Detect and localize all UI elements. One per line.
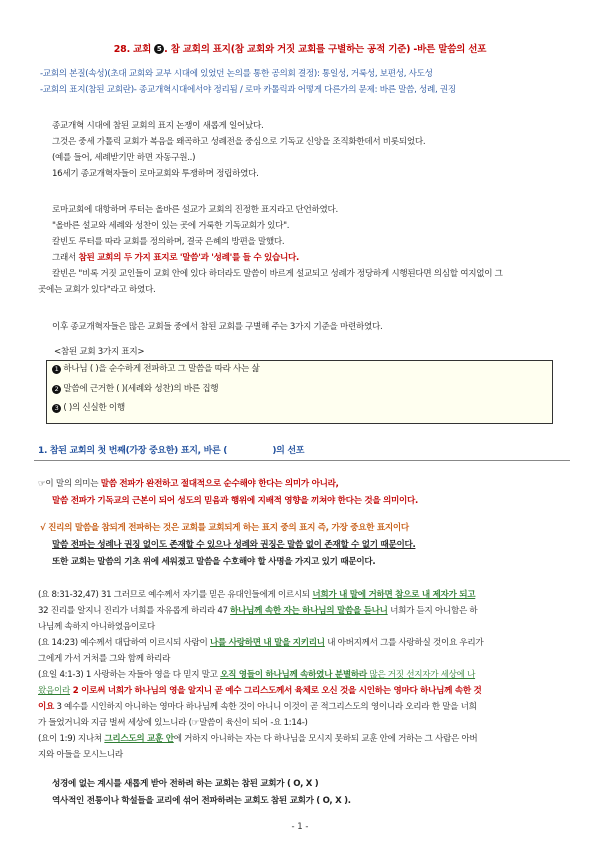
verse-2john-text-2: 에 거하지 아니하는 자는 다 하나님을 모시지 못하되 교훈 안에 거하는 그 사람은 아버 [173, 734, 478, 744]
para1-line-3: (예를 들어, 세례받기만 하면 자동구원..) [52, 153, 196, 163]
question-1: 성경에 없는 계시를 새롭게 받아 전하려 하는 교회는 참된 교회가 ( O, X ) [52, 779, 319, 789]
s1-line-4: 말씀 전파는 성례나 권징 없이도 존재할 수 있으나 성례와 권징은 말씀 없이 존재할 수 없기 때문이다. [52, 540, 416, 550]
verse-2john-text-1: (요이 1:9) 지나쳐 [38, 734, 105, 744]
verse-1john4-line-2 [38, 686, 482, 697]
verse-1john4-line-4: 가 들었거니와 지금 벌써 세상에 있느니라 (☞말씀이 육신이 되어 -요 1:14-) [38, 718, 308, 728]
page-title [0, 41, 600, 55]
verse-1john4-highlight-2: 2 이로써 너희가 하나님의 영을 알지니 곧 예수 그리스도께서 육체로 오신 것을 시인하는 영마다 하나님께 속한 것 [70, 686, 482, 696]
verse-john14-line-2: 그에게 가서 거처를 그와 함께 하리라 [38, 654, 171, 664]
intro-line-2: -교회의 표지(참된 교회란)- 종교개혁시대에서야 정리됨 / 로마 카톨릭과 어떻게 다른가의 문제: 바른 말씀, 성례, 권징 [40, 85, 456, 95]
verse-john8-highlight-2: 하나님께 속한 자는 하나님의 말씀을 듣나니 [230, 606, 388, 616]
verse-john14-highlight: 나를 사랑하면 내 말을 지키리니 [210, 638, 325, 648]
box-item-2 [52, 384, 218, 395]
question-2: 역사적인 전통이나 학설들을 교리에 섞어 전파하려는 교회도 참된 교회가 ( O, X ). [52, 796, 351, 806]
box-header: <참된 교회 3가지 표지> [54, 347, 145, 357]
verse-1john4-line-3 [38, 702, 477, 713]
verse-2john-line-1 [38, 734, 477, 745]
para2-highlight: 참된 교회의 두 가지 표지로 '말씀'과 '성례'를 들 수 있습니다. [78, 253, 299, 263]
box-item-3 [52, 403, 125, 414]
para2-line-3: 칼빈도 루터를 따라 교회를 정의하며, 결국 은혜의 방편을 말했다. [52, 237, 285, 247]
para2-line-4-lead: 그래서 [52, 253, 79, 263]
box-item-3-number: 3 [52, 404, 61, 413]
verse-john8-line-1 [38, 590, 475, 601]
box-item-1-number: 1 [52, 365, 61, 374]
title-text: . 참 교회의 표지(참 교회와 거짓 교회를 구별하는 공적 기준) -바른 말씀의 선포 [164, 44, 487, 55]
verse-john8-text-2: 32 진리를 알지니 진리가 너희를 자유롭게 하리라 47 [38, 606, 231, 616]
section-heading [38, 446, 304, 457]
verse-1john4-line-1 [38, 670, 475, 681]
verse-john14-line-1 [38, 638, 483, 649]
intro-line-1: -교회의 본질(속성)(초대 교회와 교부 시대에 있었던 논의를 통한 공의회 결정): 통일성, 거룩성, 보편성, 사도성 [40, 69, 433, 79]
para2-line-1: 로마교회에 대항하며 루터는 올바른 설교가 교회의 진정한 표지라고 단언하였다. [52, 205, 338, 215]
para3-line: 이후 종교개혁자들은 많은 교회들 중에서 참된 교회를 구별해 주는 3가지 기준을 마련하였다. [52, 322, 383, 332]
box-item-2-text: 말씀에 근거한 ( )(세례와 성찬)의 바른 집행 [61, 384, 219, 394]
verse-1john4-highlight-3: 이요 [38, 702, 55, 712]
s1-line-1-emphasis: 말씀 전파가 완전하고 절대적으로 순수해야 한다는 의미가 아니라, [100, 479, 339, 489]
para2-line-4 [52, 253, 299, 264]
verse-john14-text-2: 내 아버지께서 그를 사랑하실 것이요 우리가 [324, 638, 484, 648]
section-heading-blank [227, 446, 272, 456]
verse-john14-text-1: (요 14:23) 예수께서 대답하여 이르시되 사람이 [38, 638, 210, 648]
verse-1john4-text-2: 많은 거짓 선지자가 세상에 나 [366, 670, 476, 680]
title-number-badge: 5 [154, 44, 164, 54]
box-item-1-text: 하나님 ( )을 순수하게 전파하고 그 말씀을 따라 사는 삶 [61, 364, 260, 374]
s1-line-1-lead: ☞이 말의 의미는 [38, 479, 101, 489]
para1-line-1: 종교개혁 시대에 참된 교회의 표지 논쟁이 새롭게 일어났다. [52, 121, 264, 131]
para2-line-5: 칼빈은 "비록 거짓 교인들이 교회 안에 있다 하더라도 말씀이 바르게 설교되고 성례가 정당하게 시행된다면 의심할 여지없이 그 [52, 269, 503, 279]
s1-check-line: √ 진리의 말씀을 참되게 전파하는 것은 교회를 교회되게 하는 표지 중의 표지 즉, 가장 중요한 표지이다 [40, 523, 409, 533]
section-heading-part-2: )의 선포 [272, 446, 305, 456]
s1-line-2: 말씀 전파가 기독교의 근본이 되어 성도의 믿음과 행위에 지배적 영향을 끼쳐야 한다는 것을 의미이다. [52, 496, 419, 506]
box-item-3-text: ( )의 신실한 이행 [61, 403, 125, 413]
para1-line-4: 16세기 종교개혁자들이 로마교회와 투쟁하며 정립하였다. [52, 169, 259, 179]
verse-john8-line-3: 나님께 속하지 아니하였음이로다 [38, 622, 155, 632]
page-number: - 1 - [291, 822, 309, 832]
verse-1john4-text-4: 3 예수를 시인하지 아니하는 영마다 하나님께 속한 것이 아니니 이것이 곧 적그리스도의 영이니라 오리라 한 말을 너희 [54, 702, 477, 712]
s1-line-1 [38, 479, 339, 490]
box-item-2-number: 2 [52, 385, 61, 394]
verse-1john4-text-1: (요일 4:1-3) 1 사랑하는 자들아 영을 다 믿지 말고 [38, 670, 221, 680]
verse-2john-line-2: 지와 아들을 모시느니라 [38, 750, 123, 760]
section-heading-part-1: 1. 참된 교회의 첫 번째(가장 중요한) 표지, 바른 ( [38, 446, 228, 456]
verse-john8-line-2 [38, 606, 477, 617]
para1-line-2: 그것은 중세 가톨릭 교회가 복음을 왜곡하고 성례전을 중심으로 기독교 신앙을 조직화한데서 비롯되었다. [52, 137, 426, 147]
verse-john8-text-1: (요 8:31-32,47) 31 그러므로 예수께서 자기를 믿은 유대인들에게 이르시되 [38, 590, 313, 600]
s1-line-5: 또한 교회는 말씀의 기초 위에 세워졌고 말씀을 수호해야 할 사명을 가지고 있기 때문이다. [52, 557, 376, 567]
title-prefix: 28. 교회 [113, 44, 155, 55]
box-item-1 [52, 364, 259, 375]
verse-1john4-text-3: 왔음이라 [38, 686, 71, 696]
verse-2john-highlight: 그리스도의 교훈 안 [104, 734, 174, 744]
para2-line-6: 곳에는 교회가 있다"라고 하였다. [38, 285, 156, 295]
verse-john8-highlight-1: 너희가 내 말에 거하면 참으로 내 제자가 되고 [312, 590, 476, 600]
para2-line-2: "올바른 설교와 세례와 성찬이 있는 곳에 거룩한 기독교회가 있다". [52, 221, 290, 231]
verse-john8-text-3: 너희가 듣지 아니함은 하 [387, 606, 478, 616]
verse-1john4-highlight-1: 오직 영들이 하나님께 속하였나 분별하라 [220, 670, 367, 680]
